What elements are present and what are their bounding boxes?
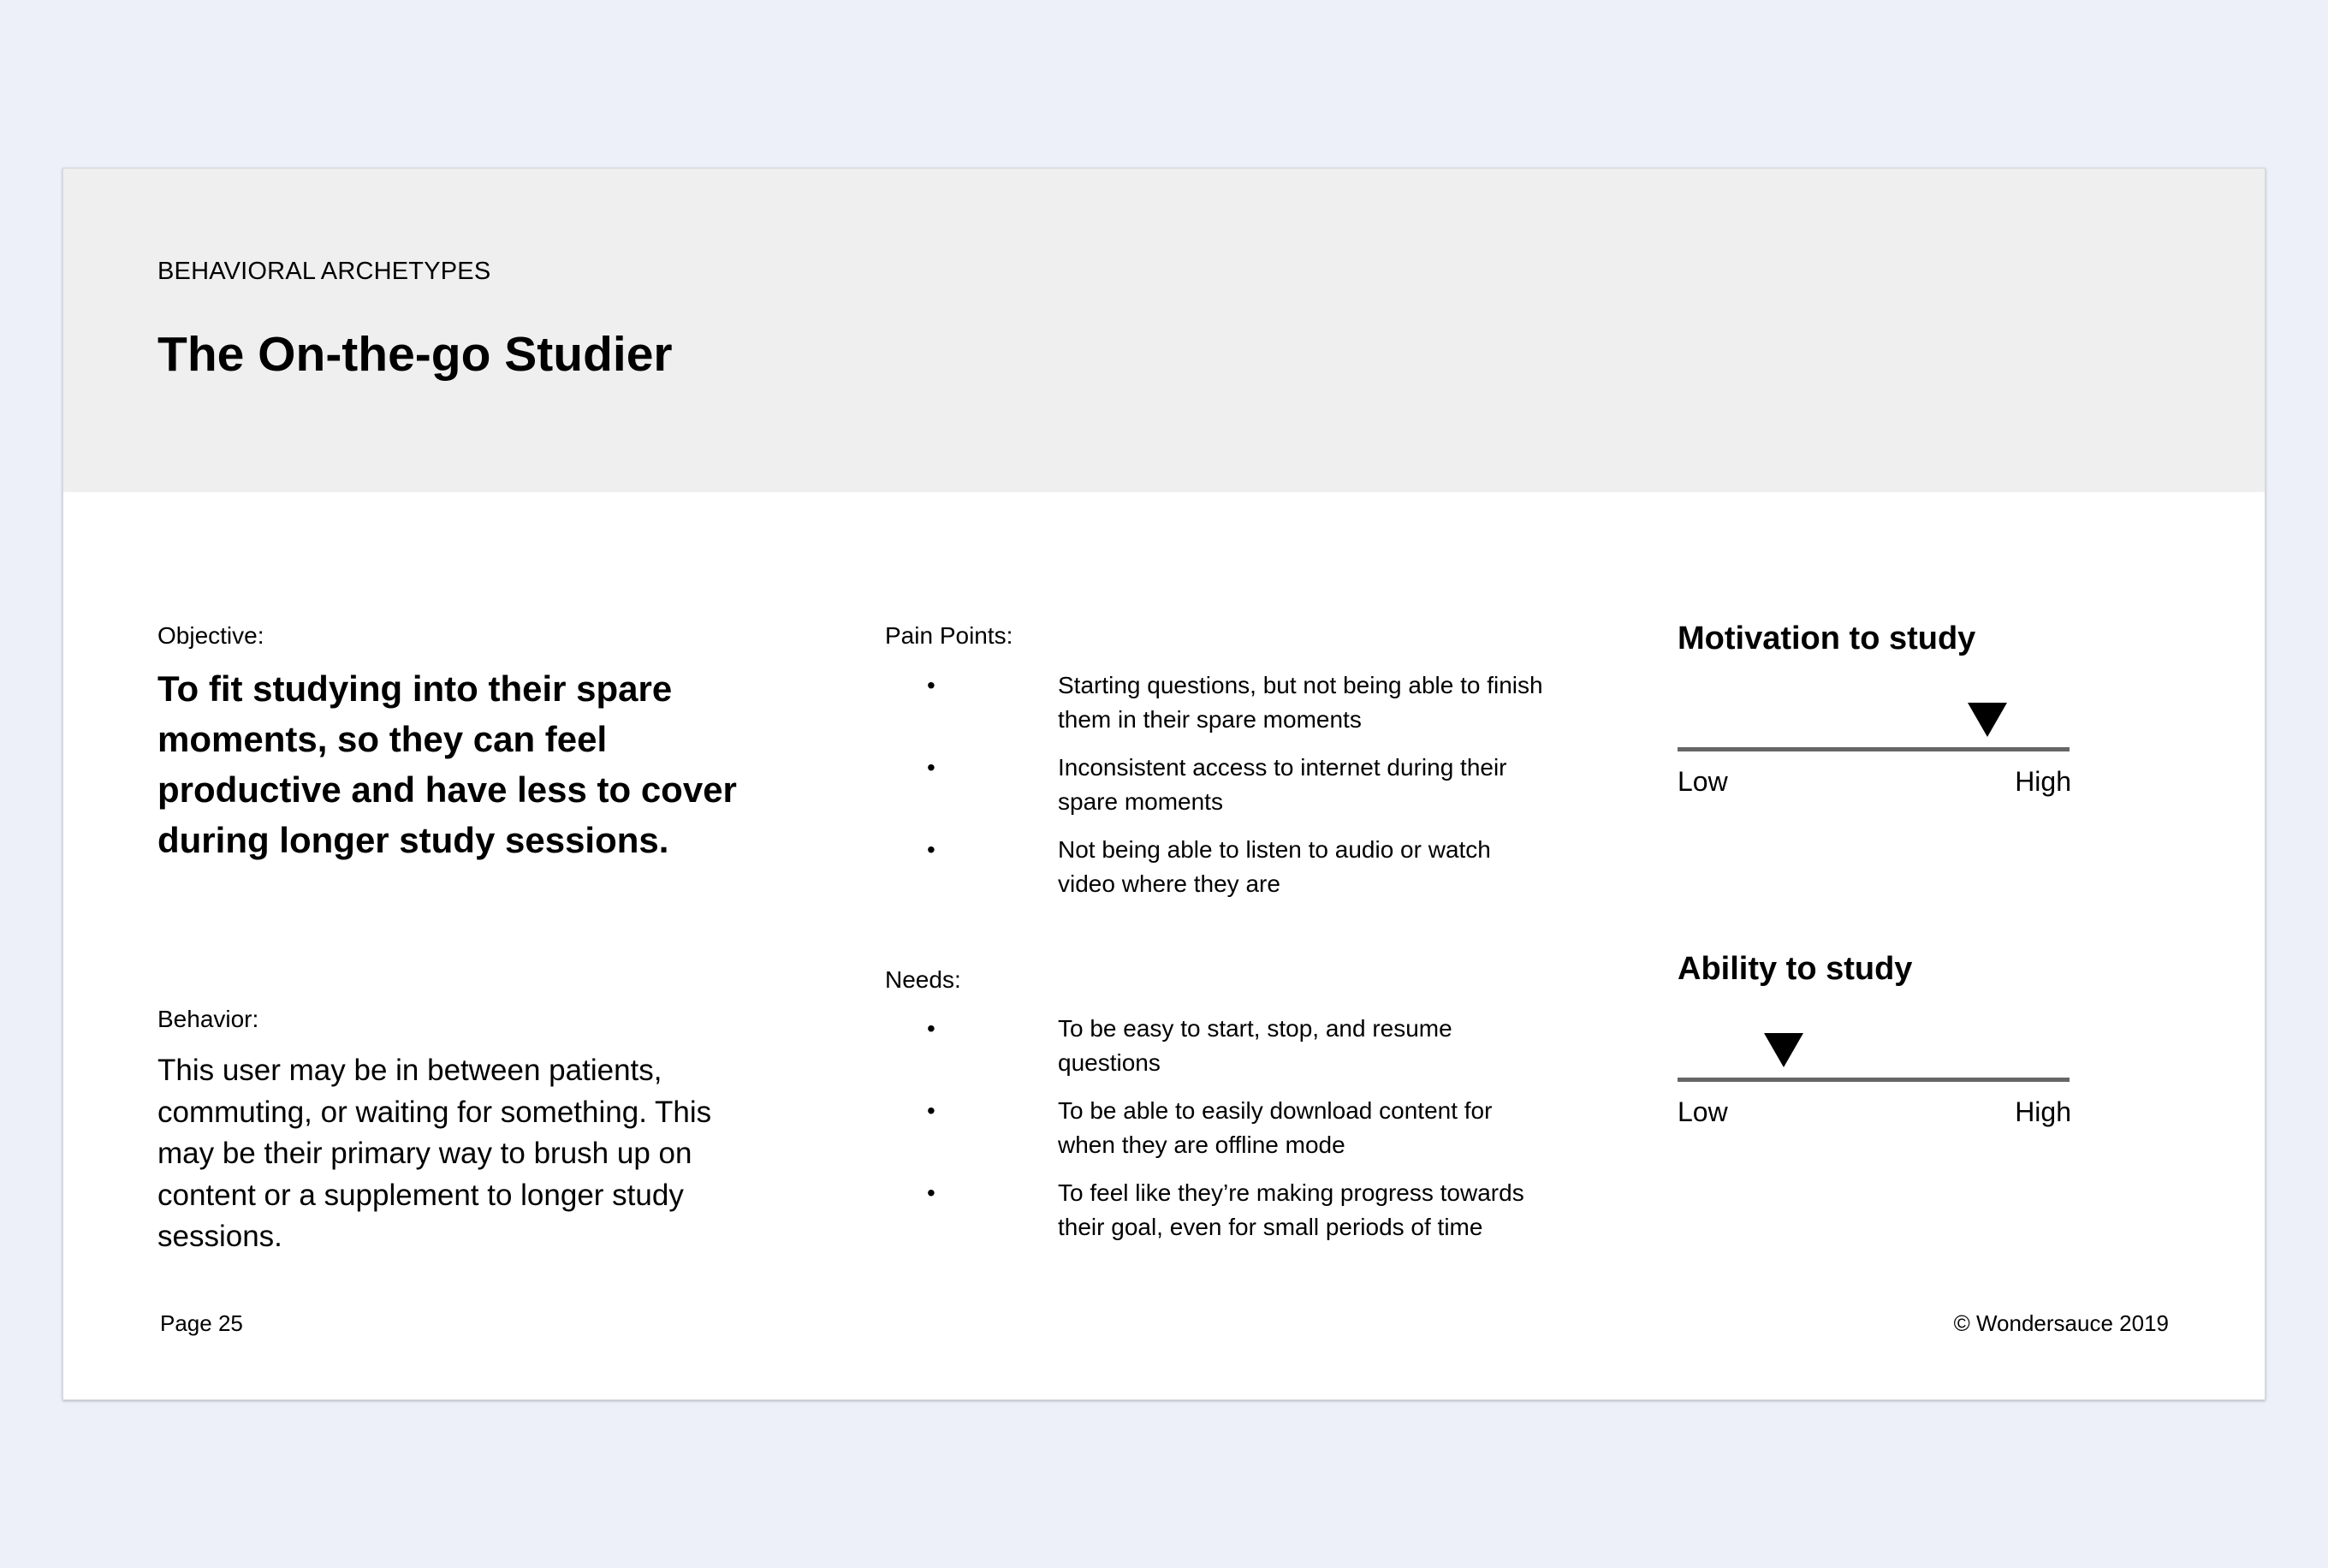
behavior-text: This user may be in between patients, commuting, or waiting for something. This may be their primary way to brush up on content or a supplement to longer study sessions. (157, 1054, 712, 1253)
objective-text: To fit studying into their spare moments, so they can feel productive and have less to cover during longer study sessions. (157, 668, 737, 860)
pain-points-list (885, 668, 1570, 915)
ability-meter (1678, 951, 2071, 1127)
needs-label: Needs: (885, 966, 961, 993)
slide-title: The On-the-go Studier (157, 327, 673, 382)
list-item (885, 751, 1554, 819)
list-item-text: To be able to easily download content for when they are offline mode (1058, 1097, 1493, 1158)
objective-label: Objective: (157, 622, 264, 649)
motivation-meter-title: Motivation to study (1678, 621, 1976, 656)
list-item (885, 668, 1554, 737)
list-item (885, 1012, 1554, 1080)
motivation-meter (1678, 621, 2071, 797)
motivation-meter-track (1678, 747, 2070, 751)
section-eyebrow: BEHAVIORAL ARCHETYPES (157, 258, 491, 285)
slide (62, 168, 2266, 1400)
list-item-text: Inconsistent access to internet during their spare moments (1058, 754, 1507, 815)
list-item-text: To feel like they’re making progress towards their goal, even for small periods of time (1058, 1179, 1524, 1240)
ability-meter-title: Ability to study (1678, 951, 1913, 987)
list-item-text: Not being able to listen to audio or watch video where they are (1058, 836, 1491, 897)
bullet-icon: • (927, 1097, 935, 1124)
needs-list (885, 1012, 1570, 1258)
motivation-low-label: Low (1678, 766, 1728, 797)
pain-points-label: Pain Points: (885, 622, 1013, 649)
page-number: Page 25 (160, 1310, 243, 1336)
list-item (885, 833, 1554, 901)
list-item (885, 1094, 1554, 1162)
bullet-icon: • (927, 836, 935, 863)
bullet-icon: • (927, 1015, 935, 1042)
header-band (63, 169, 2265, 492)
list-item-text: To be easy to start, stop, and resume questions (1058, 1015, 1452, 1076)
motivation-high-label: High (2015, 766, 2071, 797)
list-item (885, 1176, 1554, 1244)
copyright-notice: © Wondersauce 2019 (1953, 1310, 2169, 1336)
bullet-icon: • (927, 754, 935, 781)
behavior-label: Behavior: (157, 1006, 259, 1032)
motivation-marker-icon (1968, 703, 2007, 737)
bullet-icon: • (927, 672, 935, 698)
list-item-text: Starting questions, but not being able to finish them in their spare moments (1058, 672, 1543, 733)
ability-marker-icon (1764, 1033, 1803, 1067)
ability-high-label: High (2015, 1096, 2071, 1127)
ability-low-label: Low (1678, 1096, 1728, 1127)
ability-meter-track (1678, 1078, 2070, 1082)
bullet-icon: • (927, 1179, 935, 1206)
